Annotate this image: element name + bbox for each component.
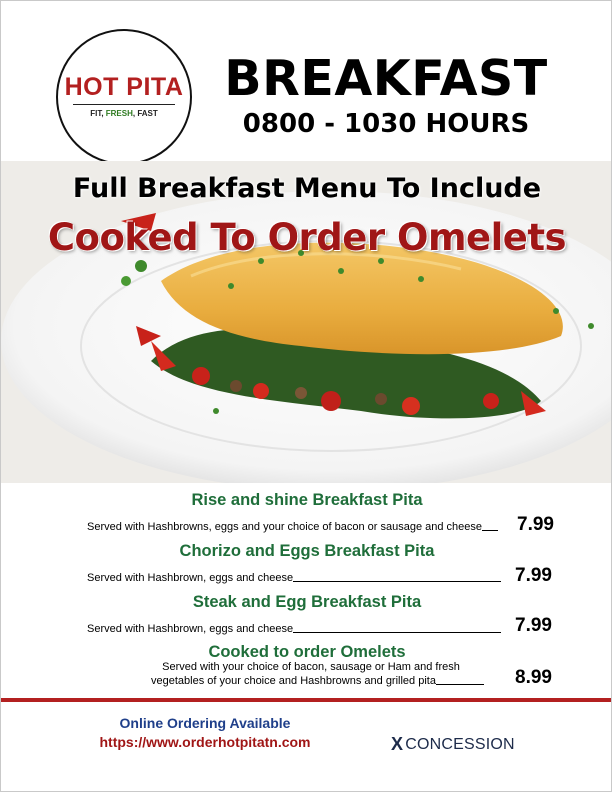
menu-item-desc-line1: Served with your choice of bacon, sausage or Ham and fresh (162, 661, 460, 673)
menu-item-price: 7.99 (515, 615, 552, 636)
menu-item-price: 8.99 (515, 667, 552, 688)
menu-item-desc-text: Served with Hashbrown, eggs and cheese (87, 572, 294, 584)
logo-tagline (58, 109, 190, 118)
price-leader (293, 580, 501, 582)
menu-item-description (87, 623, 501, 635)
service-hours: 0800 - 1030 HOURS (242, 109, 530, 139)
omelet-illustration (1, 161, 612, 483)
order-website-link[interactable]: https://www.orderhotpitatn.com (99, 734, 311, 750)
page-title: BREAKFAST (224, 50, 548, 107)
menu-item-title: Cooked to order Omelets (208, 643, 406, 661)
menu-item-title: Chorizo and Eggs Breakfast Pita (179, 542, 435, 560)
menu-item-description (151, 675, 484, 687)
footer-divider (1, 698, 612, 702)
concession-name: CONCESSION (405, 735, 515, 753)
hero-subtitle: Full Breakfast Menu To Include (72, 173, 542, 204)
logo-name: HOT PITA (64, 73, 184, 101)
online-ordering-label: Online Ordering Available (119, 715, 291, 731)
logo-tag-fit: FIT, (90, 109, 106, 118)
logo-divider (73, 104, 175, 105)
menu-item-desc-text: Served with Hashbrowns, eggs and your choice of bacon or sausage and cheese (87, 521, 483, 533)
price-leader (293, 631, 501, 633)
menu-item-description (87, 572, 501, 584)
omelet-photo (1, 161, 612, 483)
menu-item-desc-text: Served with Hashbrown, eggs and cheese (87, 623, 294, 635)
hot-pita-logo (56, 29, 192, 165)
menu-item-description (87, 521, 498, 533)
concession-logo (391, 734, 515, 755)
concession-x-icon: X (391, 734, 404, 754)
menu-item-desc-line2: vegetables of your choice and Hashbrowns and grilled pita (151, 675, 436, 687)
logo-tag-fast: , FAST (132, 109, 158, 118)
menu-item-title: Rise and shine Breakfast Pita (191, 491, 423, 509)
hero-headline: Cooked To Order Omelets (47, 216, 567, 259)
menu-item-price: 7.99 (517, 514, 554, 535)
price-leader (436, 683, 484, 685)
menu-item-title: Steak and Egg Breakfast Pita (192, 593, 422, 611)
price-leader (482, 529, 498, 531)
menu-item-price: 7.99 (515, 565, 552, 586)
logo-tag-fresh: FRESH (105, 109, 133, 118)
